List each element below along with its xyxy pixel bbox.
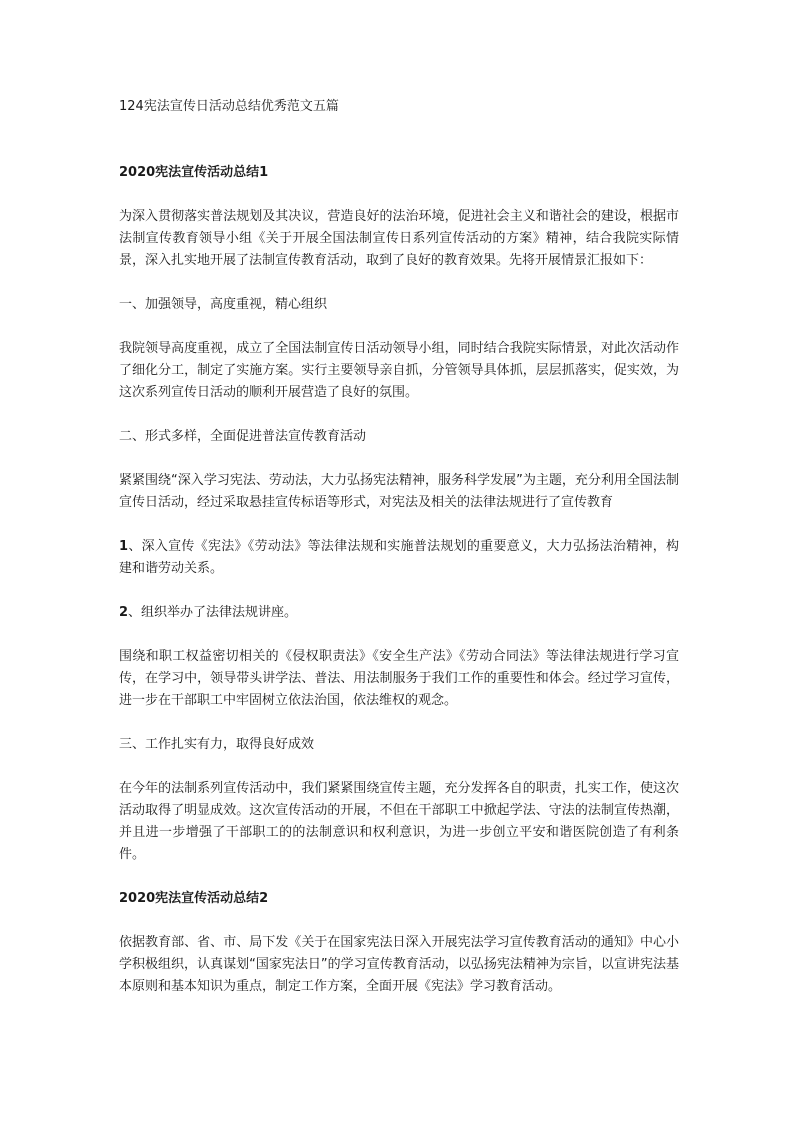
item-2-text: 、组织举办了法律法规讲座。 [128,605,298,620]
section-1-item-2 [119,602,679,624]
section-1-intro: 为深入贯彻落实普法规划及其决议，营造良好的法治环境，促进社会主义和谐社会的建设，根据市法制宣传教育领导小组《关于开展全国法制宣传日系列宣传活动的方案》精神，结合我院实际情景，深入扎实地开展了法制宣传教育活动，取到了良好的教育效果。先将开展情景汇报如下： [119,209,679,268]
section-1-item-1 [119,536,679,580]
section-1-item-2-detail: 围绕和职工权益密切相关的《侵权职责法》《安全生产法》《劳动合同法》等法律法规进行学习宣传，在学习中，领导带头讲学法、普法、用法制服务于我们工作的重要性和体会。经过学习宣传，进一步在干部职工中牢固树立依法治国，依法维权的观念。 [119,649,679,708]
section-heading-2: 2020宪法宣传活动总结2 [119,891,269,906]
section-1-part-2-heading: 二、形式多样，全面促进普法宣传教育活动 [119,429,367,444]
section-1-part-3-heading: 三、工作扎实有力，取得良好成效 [119,737,315,752]
section-2-intro: 依据教育部、省、市、局下发《关于在国家宪法日深入开展宪法学习宣传教育活动的通知》中心小学积极组织，认真谋划“国家宪法日”的学习宣传教育活动，以弘扬宪法精神为宗旨，以宣讲宪法基本原则和基本知识为重点，制定工作方案，全面开展《宪法》学习教育活动。 [119,935,679,994]
document-page [119,96,679,1020]
section-1-part-3-text: 在今年的法制系列宣传活动中，我们紧紧围绕宣传主题，充分发挥各自的职责，扎实工作，使这次活动取得了明显成效。这次宣传活动的开展，不但在干部职工中掀起学法、守法的法制宣传热潮，并且进一步增强了干部职工的的法制意识和权利意识，为进一步创立平安和谐医院创造了有利条件。 [119,781,679,862]
item-1-text: 、深入宣传《宪法》《劳动法》等法律法规和实施普法规划的重要意义，大力弘扬法治精神，构建和谐劳动关系。 [119,539,679,576]
section-1-part-1-text: 我院领导高度重视，成立了全国法制宣传日活动领导小组，同时结合我院实际情景，对此次活动作了细化分工，制定了实施方案。实行主要领导亲自抓，分管领导具体抓，层层抓落实，促实效，为这次系列宣传日活动的顺利开展营造了良好的氛围。 [119,341,679,400]
item-1-number: 1 [119,539,129,554]
section-1-part-2-text: 紧紧围绕“深入学习宪法、劳动法，大力弘扬宪法精神，服务科学发展”为主题，充分利用全国法制宣传日活动，经过采取悬挂宣传标语等形式，对宪法及相关的法律法规进行了宣传教育 [119,473,679,510]
document-title: 124宪法宣传日活动总结优秀范文五篇 [119,99,339,114]
section-heading-1: 2020宪法宣传活动总结1 [119,165,269,180]
item-2-number: 2 [119,605,129,620]
section-1-part-1-heading: 一、加强领导，高度重视，精心组织 [119,297,328,312]
